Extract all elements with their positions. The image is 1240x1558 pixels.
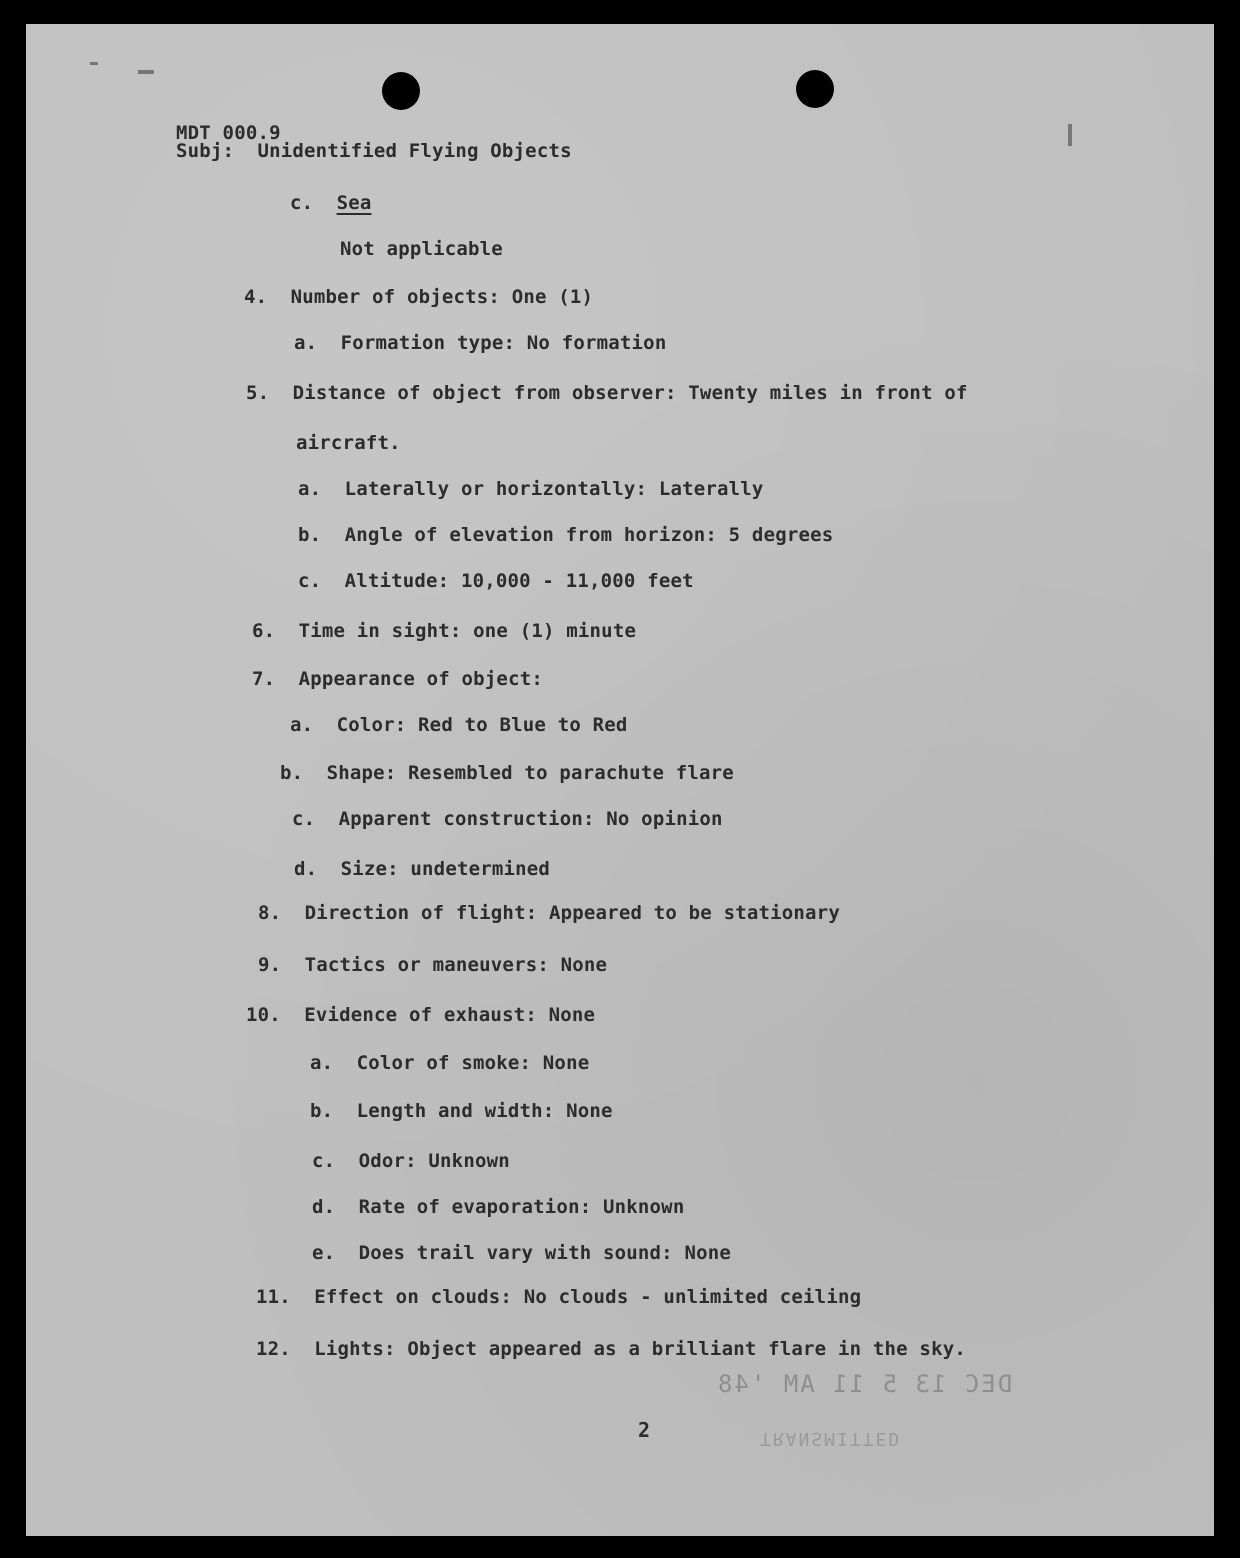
item-marker: 9. bbox=[258, 954, 282, 976]
item-7c bbox=[292, 808, 723, 830]
item-text: Shape: Resembled to parachute flare bbox=[326, 762, 734, 784]
item-marker: 12. bbox=[256, 1338, 291, 1360]
item-marker: b. bbox=[298, 524, 322, 546]
subject-label: Subj: bbox=[176, 140, 235, 162]
item-sea-value: Not applicable bbox=[340, 238, 503, 260]
item-text: Direction of flight: Appeared to be stationary bbox=[304, 902, 840, 924]
item-5-continued: aircraft. bbox=[296, 432, 401, 454]
item-text: Odor: Unknown bbox=[358, 1150, 510, 1172]
date-stamp: DEC 13 5 11 AM '48 bbox=[716, 1370, 1013, 1398]
item-marker: b. bbox=[310, 1100, 334, 1122]
item-10a bbox=[310, 1052, 589, 1074]
punch-hole-right bbox=[796, 70, 834, 108]
item-8 bbox=[258, 902, 840, 924]
item-marker: c. bbox=[298, 570, 322, 592]
item-7a bbox=[290, 714, 628, 736]
item-marker: e. bbox=[312, 1242, 336, 1264]
top-left-speck bbox=[138, 70, 154, 74]
item-text: Tactics or maneuvers: None bbox=[304, 954, 608, 976]
page-number: 2 bbox=[638, 1418, 651, 1442]
item-5a bbox=[298, 478, 764, 500]
item-10 bbox=[246, 1004, 595, 1026]
item-marker: d. bbox=[294, 858, 318, 880]
item-marker: 5. bbox=[246, 382, 270, 404]
item-7b bbox=[280, 762, 734, 784]
item-12 bbox=[256, 1338, 966, 1360]
item-heading: Sea bbox=[336, 192, 372, 214]
item-7d bbox=[294, 858, 550, 880]
item-text: Rate of evaporation: Unknown bbox=[358, 1196, 685, 1218]
right-edge-speck bbox=[1068, 124, 1072, 146]
item-4 bbox=[244, 286, 593, 308]
item-text: Distance of object from observer: Twenty miles in front of bbox=[292, 382, 968, 404]
item-text: Evidence of exhaust: None bbox=[304, 1004, 596, 1026]
item-7 bbox=[252, 668, 543, 690]
item-text: Altitude: 10,000 - 11,000 feet bbox=[344, 570, 694, 592]
item-text: Color: Red to Blue to Red bbox=[336, 714, 628, 736]
item-marker: 4. bbox=[244, 286, 268, 308]
item-marker: c. bbox=[292, 808, 316, 830]
item-10c bbox=[312, 1150, 510, 1172]
item-10d bbox=[312, 1196, 684, 1218]
item-text: Appearance of object: bbox=[298, 668, 543, 690]
item-marker: c. bbox=[290, 192, 314, 214]
item-text: Angle of elevation from horizon: 5 degrees bbox=[344, 524, 834, 546]
top-left-speck bbox=[90, 62, 98, 65]
transmitted-stamp: TRANSMITTED bbox=[760, 1428, 902, 1449]
item-text: Size: undetermined bbox=[340, 858, 551, 880]
item-marker: a. bbox=[298, 478, 322, 500]
reference-number: MDT 000.9 bbox=[176, 122, 281, 144]
item-marker: a. bbox=[310, 1052, 334, 1074]
item-marker: b. bbox=[280, 762, 304, 784]
item-10b bbox=[310, 1100, 613, 1122]
item-text: Color of smoke: None bbox=[356, 1052, 590, 1074]
item-text: Formation type: No formation bbox=[340, 332, 667, 354]
item-9 bbox=[258, 954, 607, 976]
item-text: Length and width: None bbox=[356, 1100, 613, 1122]
item-6 bbox=[252, 620, 636, 642]
item-text: Apparent construction: No opinion bbox=[338, 808, 723, 830]
item-5c bbox=[298, 570, 694, 592]
item-10e bbox=[312, 1242, 731, 1264]
item-text: Does trail vary with sound: None bbox=[358, 1242, 732, 1264]
item-c-sea bbox=[290, 192, 371, 214]
item-text: Time in sight: one (1) minute bbox=[298, 620, 637, 642]
item-marker: a. bbox=[294, 332, 318, 354]
item-text: Effect on clouds: No clouds - unlimited ceiling bbox=[314, 1286, 862, 1308]
item-text: Lights: Object appeared as a brilliant flare in the sky. bbox=[314, 1338, 966, 1360]
subject-text: Unidentified Flying Objects bbox=[257, 140, 572, 162]
item-marker: d. bbox=[312, 1196, 336, 1218]
item-text: Laterally or horizontally: Laterally bbox=[344, 478, 764, 500]
item-marker: 8. bbox=[258, 902, 282, 924]
paper-page bbox=[26, 24, 1214, 1536]
item-marker: 10. bbox=[246, 1004, 281, 1026]
punch-hole-left bbox=[382, 72, 420, 110]
item-marker: c. bbox=[312, 1150, 336, 1172]
item-marker: 6. bbox=[252, 620, 276, 642]
subject-line bbox=[176, 140, 572, 162]
item-5 bbox=[246, 382, 968, 404]
item-5b bbox=[298, 524, 833, 546]
item-marker: a. bbox=[290, 714, 314, 736]
item-4a bbox=[294, 332, 666, 354]
item-11 bbox=[256, 1286, 861, 1308]
item-marker: 11. bbox=[256, 1286, 291, 1308]
item-text: Number of objects: One (1) bbox=[290, 286, 594, 308]
item-marker: 7. bbox=[252, 668, 276, 690]
